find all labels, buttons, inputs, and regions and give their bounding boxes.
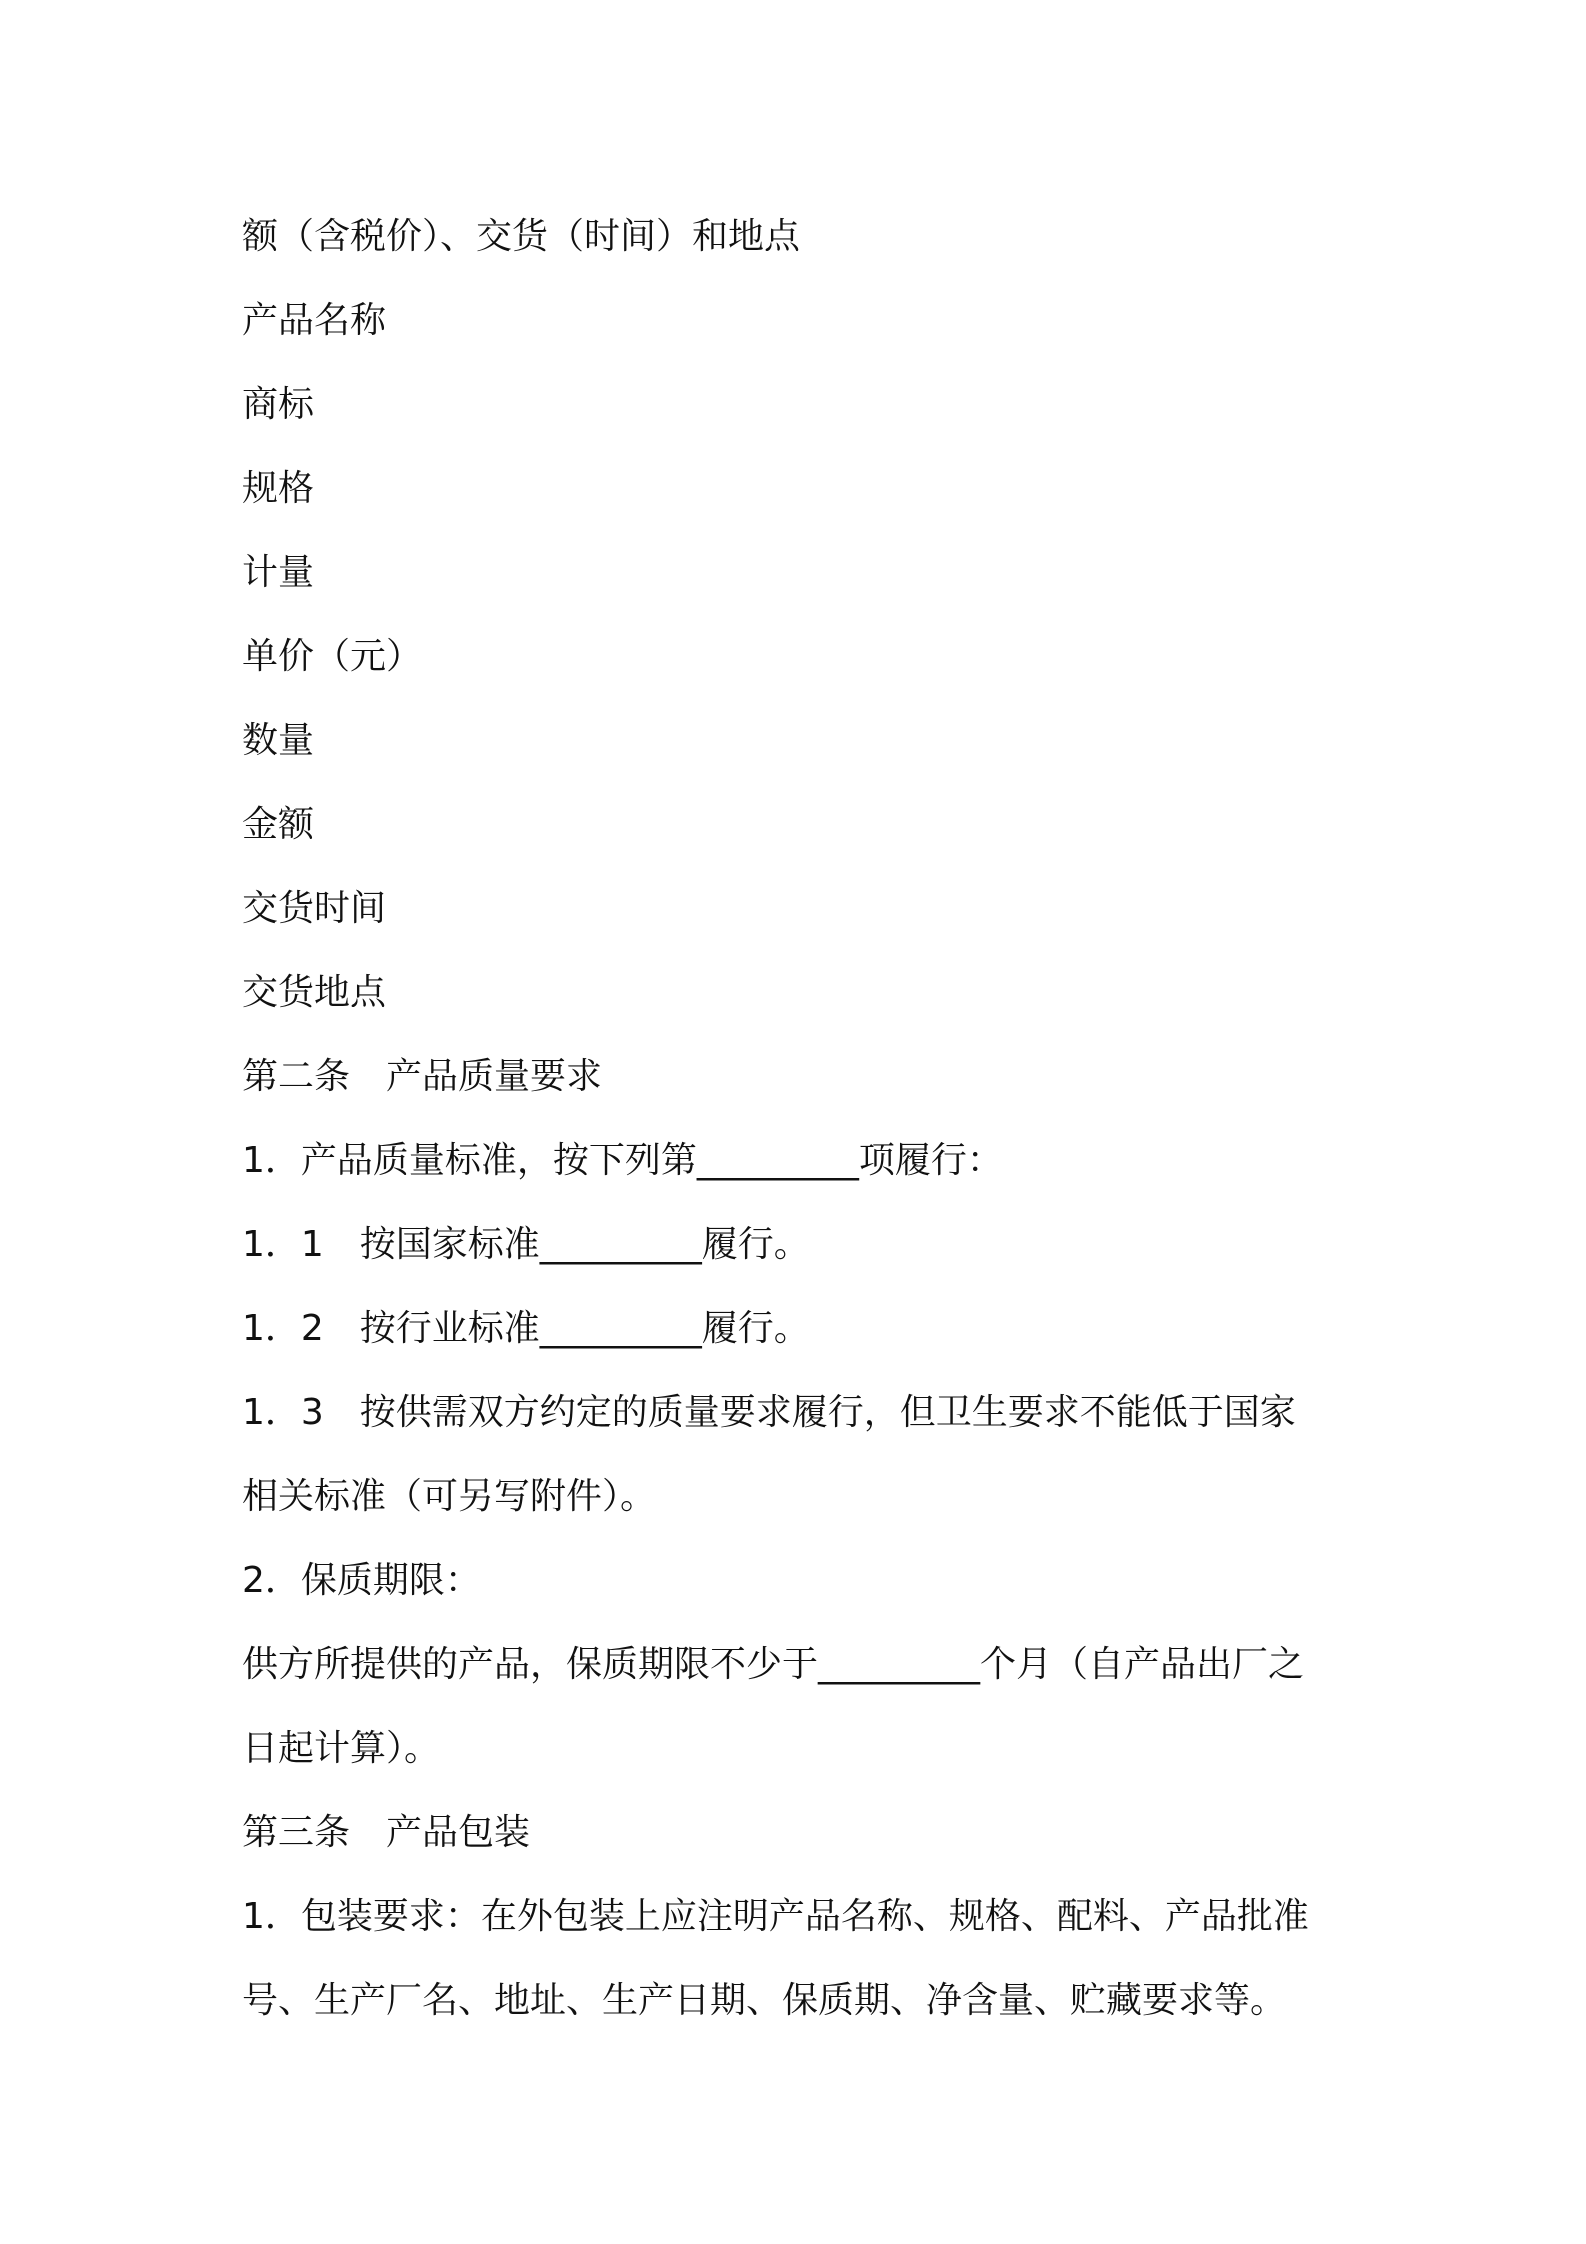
text-line-shelf-life: 2．保质期限： (242, 1560, 481, 1601)
text-line-specification: 规格 (242, 468, 315, 509)
text-line-unit-price: 单价（元） (242, 636, 423, 677)
text-line-product-name: 产品名称 (242, 300, 387, 341)
text-line-national-standard: 1．1 按国家标准_________履行。 (242, 1224, 810, 1265)
text-line-industry-standard: 1．2 按行业标准_________履行。 (242, 1308, 810, 1349)
text-line-shelf-life-detail: 供方所提供的产品，保质期限不少于_________个月（自产品出厂之 (242, 1644, 1305, 1685)
section-heading-article-two: 第二条 产品质量要求 (242, 1056, 603, 1097)
text-line-delivery-time: 交货时间 (242, 888, 387, 929)
text-line-trademark: 商标 (242, 384, 315, 425)
text-line-shelf-life-detail-cont: 日起计算）。 (242, 1728, 441, 1769)
text-line-quantity: 数量 (242, 720, 315, 761)
text-line-amount: 金额 (242, 804, 315, 845)
text-line-packaging-requirements: 1．包装要求：在外包装上应注明产品名称、规格、配料、产品批准 (242, 1896, 1309, 1937)
text-line-agreed-standard: 1．3 按供需双方约定的质量要求履行，但卫生要求不能低于国家 (242, 1392, 1296, 1433)
text-line-agreed-standard-cont: 相关标准（可另写附件）。 (242, 1476, 657, 1517)
text-line-packaging-requirements-cont: 号、生产厂名、地址、生产日期、保质期、净含量、贮藏要求等。 (242, 1980, 1287, 2021)
text-line-measurement: 计量 (242, 552, 315, 593)
document-body (242, 195, 1372, 2043)
text-line-price-delivery: 额（含税价）、交货（时间）和地点 (242, 216, 801, 257)
text-line-delivery-place: 交货地点 (242, 972, 387, 1013)
text-line-quality-standard: 1．产品质量标准，按下列第_________项履行： (242, 1140, 1003, 1181)
section-heading-article-three: 第三条 产品包装 (242, 1812, 531, 1853)
